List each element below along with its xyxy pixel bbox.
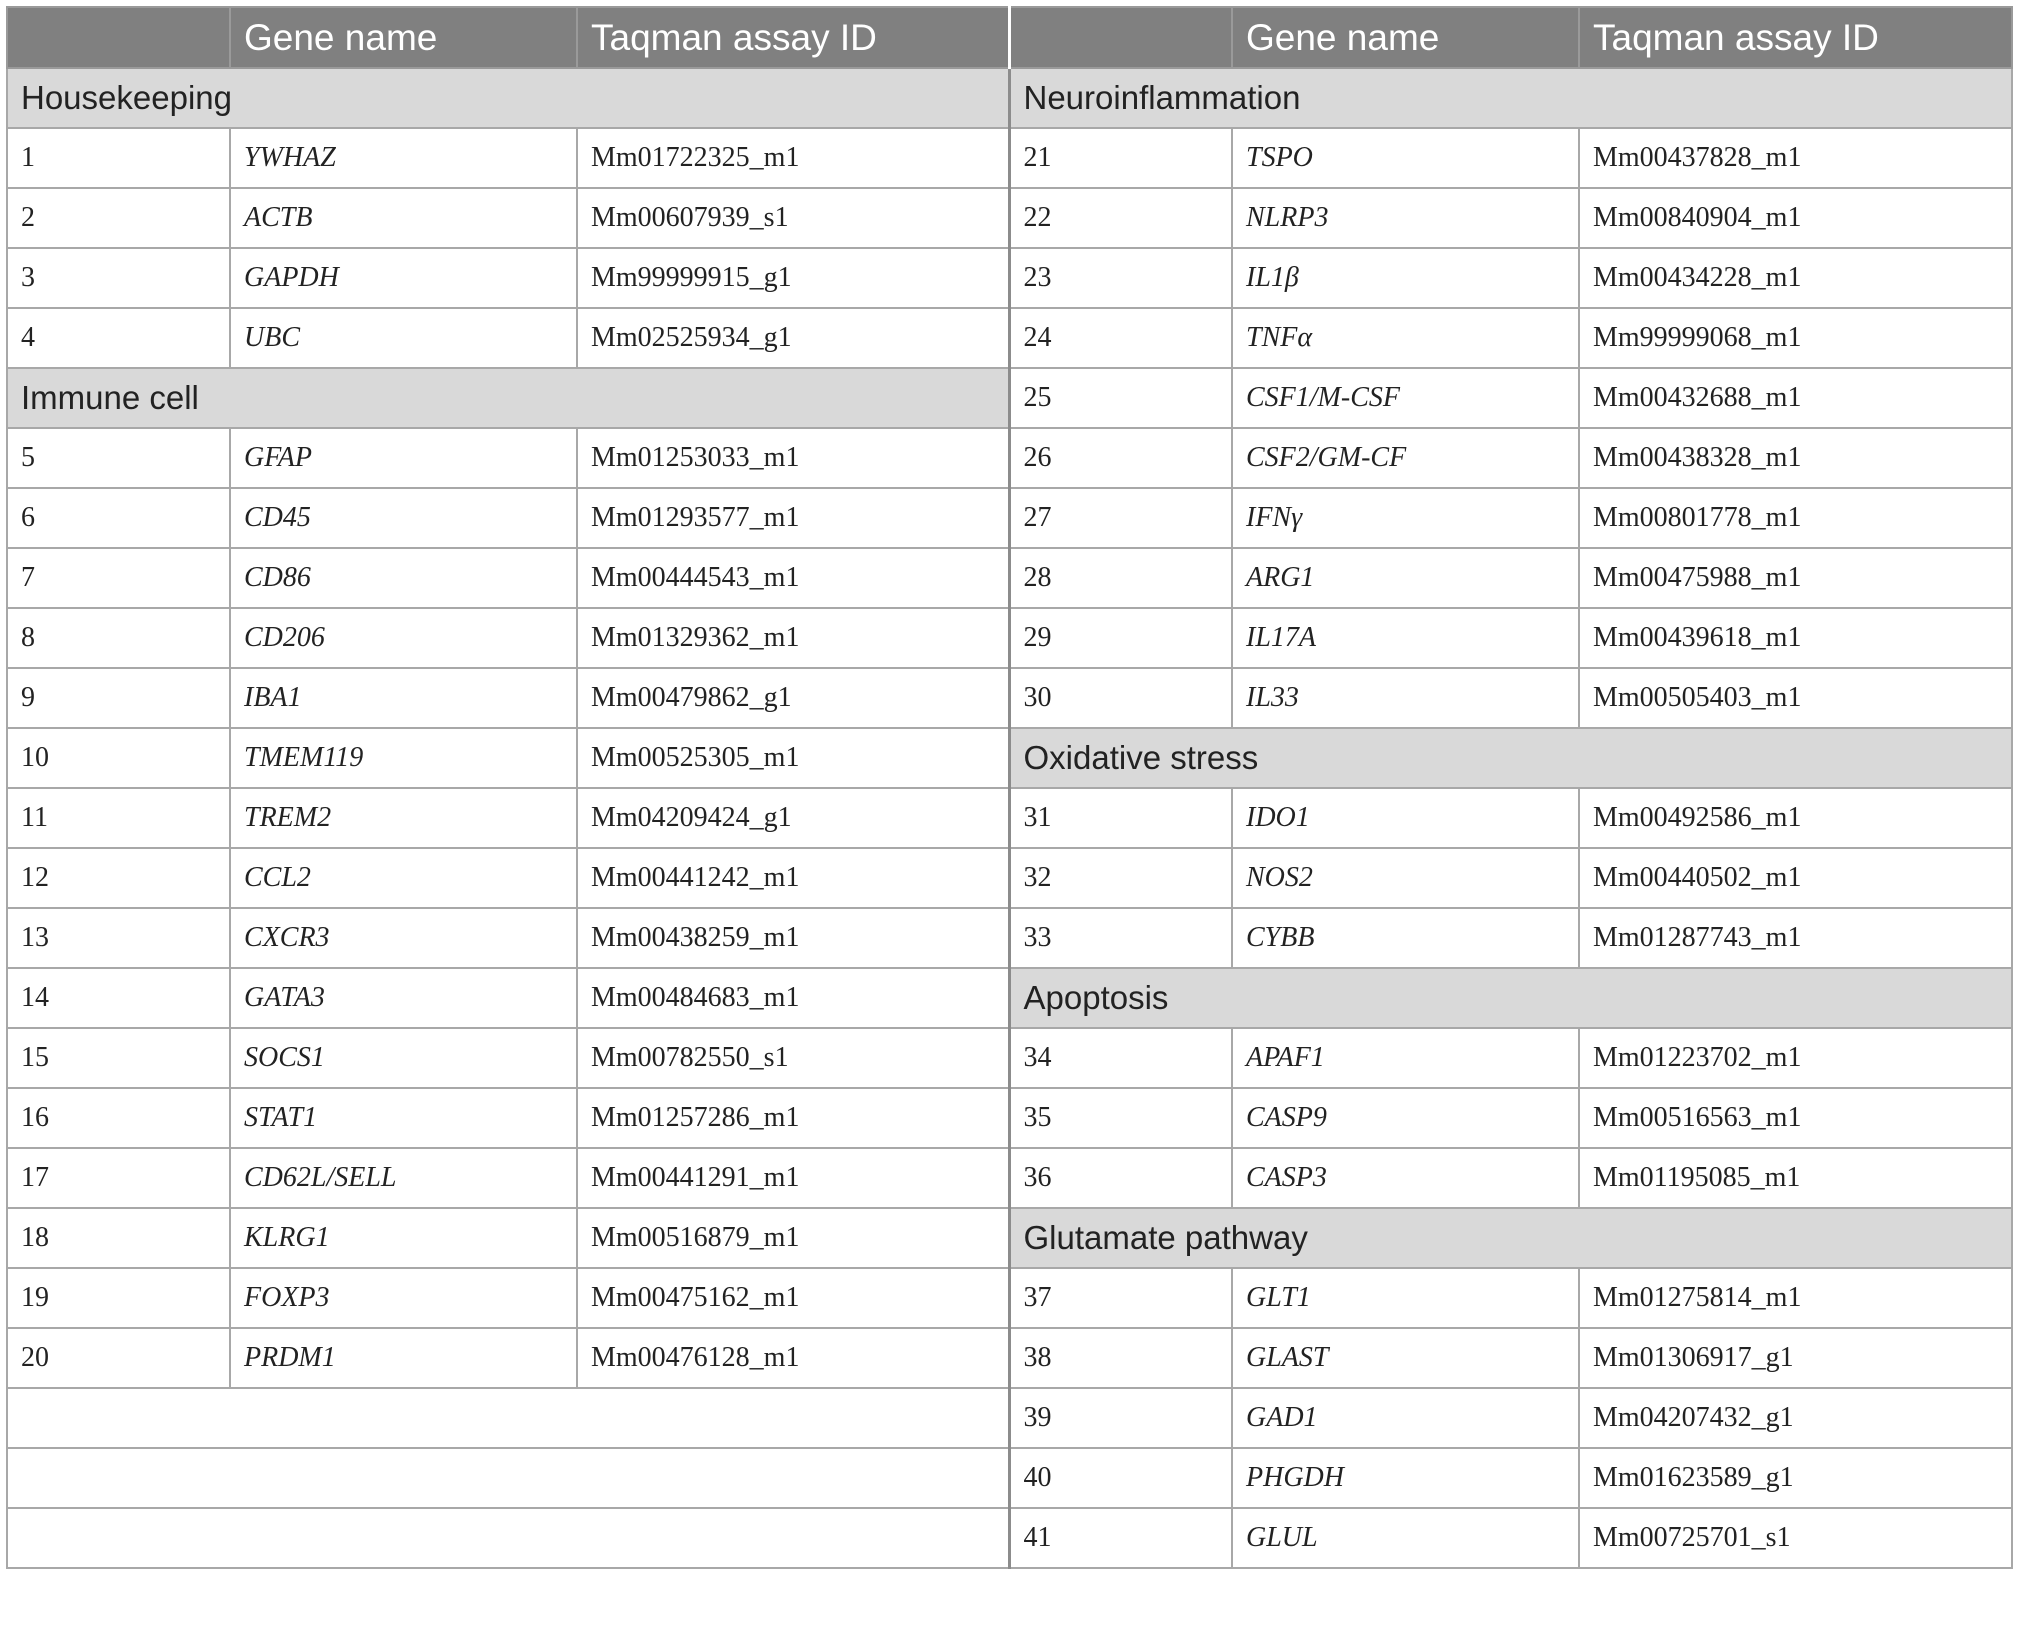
gene-name: TMEM119 xyxy=(230,728,577,788)
gene-name: GFAP xyxy=(230,428,577,488)
gene-name: KLRG1 xyxy=(230,1208,577,1268)
assay-id: Mm00439618_m1 xyxy=(1579,608,2012,668)
row-number: 14 xyxy=(7,968,230,1028)
assay-id: Mm00476128_m1 xyxy=(577,1328,1009,1388)
assay-id: Mm99999068_m1 xyxy=(1579,308,2012,368)
row-number: 30 xyxy=(1009,668,1232,728)
category-header: Neuroinflammation xyxy=(1009,68,2012,128)
assay-id: Mm01306917_g1 xyxy=(1579,1328,2012,1388)
category-header: Immune cell xyxy=(7,368,1009,428)
assay-id: Mm00801778_m1 xyxy=(1579,488,2012,548)
row-number: 17 xyxy=(7,1148,230,1208)
assay-id: Mm00479862_g1 xyxy=(577,668,1009,728)
category-header: Glutamate pathway xyxy=(1009,1208,2012,1268)
assay-id: Mm01329362_m1 xyxy=(577,608,1009,668)
assay-id: Mm01722325_m1 xyxy=(577,128,1009,188)
table-body xyxy=(7,68,2012,1568)
row-number: 18 xyxy=(7,1208,230,1268)
row-number: 32 xyxy=(1009,848,1232,908)
row-number: 11 xyxy=(7,788,230,848)
table-row xyxy=(7,488,2012,548)
gene-name: SOCS1 xyxy=(230,1028,577,1088)
assay-id: Mm00607939_s1 xyxy=(577,188,1009,248)
row-number: 25 xyxy=(1009,368,1232,428)
row-number: 36 xyxy=(1009,1148,1232,1208)
row-number: 4 xyxy=(7,308,230,368)
table-row xyxy=(7,308,2012,368)
row-number: 21 xyxy=(1009,128,1232,188)
header-assay-id-left: Taqman assay ID xyxy=(577,7,1009,68)
table-row xyxy=(7,968,2012,1028)
gene-name: NOS2 xyxy=(1232,848,1579,908)
row-number: 9 xyxy=(7,668,230,728)
assay-id: Mm00438259_m1 xyxy=(577,908,1009,968)
empty-cell xyxy=(7,1388,1009,1448)
row-number: 15 xyxy=(7,1028,230,1088)
gene-name: PHGDH xyxy=(1232,1448,1579,1508)
row-number: 40 xyxy=(1009,1448,1232,1508)
header-assay-id-right: Taqman assay ID xyxy=(1579,7,2012,68)
gene-name: TREM2 xyxy=(230,788,577,848)
category-header: Apoptosis xyxy=(1009,968,2012,1028)
gene-name: CSF2/GM-CF xyxy=(1232,428,1579,488)
gene-name: CSF1/M-CSF xyxy=(1232,368,1579,428)
gene-name: ARG1 xyxy=(1232,548,1579,608)
assay-id: Mm00525305_m1 xyxy=(577,728,1009,788)
gene-name: CYBB xyxy=(1232,908,1579,968)
table-row xyxy=(7,608,2012,668)
row-number: 29 xyxy=(1009,608,1232,668)
assay-id: Mm00444543_m1 xyxy=(577,548,1009,608)
row-number: 8 xyxy=(7,608,230,668)
table-row xyxy=(7,728,2012,788)
gene-name: YWHAZ xyxy=(230,128,577,188)
assay-id: Mm04207432_g1 xyxy=(1579,1388,2012,1448)
assay-id: Mm00484683_m1 xyxy=(577,968,1009,1028)
table-row xyxy=(7,368,2012,428)
gene-name: TSPO xyxy=(1232,128,1579,188)
assay-id: Mm00505403_m1 xyxy=(1579,668,2012,728)
assay-id: Mm00437828_m1 xyxy=(1579,128,2012,188)
assay-id: Mm04209424_g1 xyxy=(577,788,1009,848)
row-number: 22 xyxy=(1009,188,1232,248)
gene-name: UBC xyxy=(230,308,577,368)
gene-name: GAD1 xyxy=(1232,1388,1579,1448)
assay-id: Mm00516563_m1 xyxy=(1579,1088,2012,1148)
header-gene-name-right: Gene name xyxy=(1232,7,1579,68)
gene-name: IDO1 xyxy=(1232,788,1579,848)
header-gene-name-left: Gene name xyxy=(230,7,577,68)
assay-id: Mm00475162_m1 xyxy=(577,1268,1009,1328)
gene-name: FOXP3 xyxy=(230,1268,577,1328)
assay-id: Mm02525934_g1 xyxy=(577,308,1009,368)
row-number: 20 xyxy=(7,1328,230,1388)
empty-cell xyxy=(7,1508,1009,1568)
row-number: 41 xyxy=(1009,1508,1232,1568)
gene-assay-table xyxy=(6,6,2013,1569)
gene-name: CD206 xyxy=(230,608,577,668)
assay-id: Mm00725701_s1 xyxy=(1579,1508,2012,1568)
gene-name: CXCR3 xyxy=(230,908,577,968)
gene-name: CASP3 xyxy=(1232,1148,1579,1208)
table-row xyxy=(7,1508,2012,1568)
table-row xyxy=(7,128,2012,188)
assay-id: Mm00438328_m1 xyxy=(1579,428,2012,488)
assay-id: Mm01275814_m1 xyxy=(1579,1268,2012,1328)
row-number: 16 xyxy=(7,1088,230,1148)
assay-id: Mm00440502_m1 xyxy=(1579,848,2012,908)
gene-name: CD86 xyxy=(230,548,577,608)
table-row xyxy=(7,848,2012,908)
gene-name: CD45 xyxy=(230,488,577,548)
assay-id: Mm00434228_m1 xyxy=(1579,248,2012,308)
gene-name: CD62L/SELL xyxy=(230,1148,577,1208)
table-row xyxy=(7,788,2012,848)
table-row xyxy=(7,68,2012,128)
table-row xyxy=(7,188,2012,248)
assay-id: Mm01623589_g1 xyxy=(1579,1448,2012,1508)
gene-name: APAF1 xyxy=(1232,1028,1579,1088)
table-row xyxy=(7,1328,2012,1388)
row-number: 10 xyxy=(7,728,230,788)
category-header: Housekeeping xyxy=(7,68,1009,128)
table-row xyxy=(7,1448,2012,1508)
gene-name: IFNγ xyxy=(1232,488,1579,548)
row-number: 5 xyxy=(7,428,230,488)
assay-id: Mm00492586_m1 xyxy=(1579,788,2012,848)
assay-id: Mm00840904_m1 xyxy=(1579,188,2012,248)
row-number: 31 xyxy=(1009,788,1232,848)
assay-id: Mm00432688_m1 xyxy=(1579,368,2012,428)
row-number: 3 xyxy=(7,248,230,308)
row-number: 34 xyxy=(1009,1028,1232,1088)
table-row xyxy=(7,548,2012,608)
row-number: 38 xyxy=(1009,1328,1232,1388)
gene-name: IL33 xyxy=(1232,668,1579,728)
assay-id: Mm99999915_g1 xyxy=(577,248,1009,308)
table-row xyxy=(7,248,2012,308)
row-number: 26 xyxy=(1009,428,1232,488)
gene-name: GLUL xyxy=(1232,1508,1579,1568)
row-number: 28 xyxy=(1009,548,1232,608)
assay-id: Mm01287743_m1 xyxy=(1579,908,2012,968)
gene-name: GAPDH xyxy=(230,248,577,308)
row-number: 13 xyxy=(7,908,230,968)
table-row xyxy=(7,1148,2012,1208)
gene-name: IL1β xyxy=(1232,248,1579,308)
gene-name: PRDM1 xyxy=(230,1328,577,1388)
row-number: 27 xyxy=(1009,488,1232,548)
table-row xyxy=(7,428,2012,488)
gene-name: GLT1 xyxy=(1232,1268,1579,1328)
gene-name: NLRP3 xyxy=(1232,188,1579,248)
header-number-left xyxy=(7,7,230,68)
row-number: 1 xyxy=(7,128,230,188)
gene-name: ACTB xyxy=(230,188,577,248)
empty-cell xyxy=(7,1448,1009,1508)
gene-name: CCL2 xyxy=(230,848,577,908)
header-row xyxy=(7,7,2012,68)
gene-name: TNFα xyxy=(1232,308,1579,368)
assay-id: Mm01253033_m1 xyxy=(577,428,1009,488)
row-number: 39 xyxy=(1009,1388,1232,1448)
row-number: 2 xyxy=(7,188,230,248)
row-number: 24 xyxy=(1009,308,1232,368)
assay-id: Mm01195085_m1 xyxy=(1579,1148,2012,1208)
assay-id: Mm01293577_m1 xyxy=(577,488,1009,548)
header-number-right xyxy=(1009,7,1232,68)
table-row xyxy=(7,668,2012,728)
gene-name: STAT1 xyxy=(230,1088,577,1148)
assay-id: Mm00441291_m1 xyxy=(577,1148,1009,1208)
assay-id: Mm00475988_m1 xyxy=(1579,548,2012,608)
assay-id: Mm00782550_s1 xyxy=(577,1028,1009,1088)
table-row xyxy=(7,1268,2012,1328)
table-row xyxy=(7,1388,2012,1448)
row-number: 7 xyxy=(7,548,230,608)
row-number: 35 xyxy=(1009,1088,1232,1148)
assay-id: Mm01223702_m1 xyxy=(1579,1028,2012,1088)
row-number: 19 xyxy=(7,1268,230,1328)
gene-name: CASP9 xyxy=(1232,1088,1579,1148)
assay-id: Mm00441242_m1 xyxy=(577,848,1009,908)
row-number: 12 xyxy=(7,848,230,908)
row-number: 33 xyxy=(1009,908,1232,968)
table-row xyxy=(7,1208,2012,1268)
row-number: 37 xyxy=(1009,1268,1232,1328)
category-header: Oxidative stress xyxy=(1009,728,2012,788)
gene-name: GATA3 xyxy=(230,968,577,1028)
assay-id: Mm01257286_m1 xyxy=(577,1088,1009,1148)
table-row xyxy=(7,1088,2012,1148)
gene-name: IBA1 xyxy=(230,668,577,728)
row-number: 6 xyxy=(7,488,230,548)
table-row xyxy=(7,908,2012,968)
row-number: 23 xyxy=(1009,248,1232,308)
table-row xyxy=(7,1028,2012,1088)
assay-id: Mm00516879_m1 xyxy=(577,1208,1009,1268)
gene-name: IL17A xyxy=(1232,608,1579,668)
gene-name: GLAST xyxy=(1232,1328,1579,1388)
